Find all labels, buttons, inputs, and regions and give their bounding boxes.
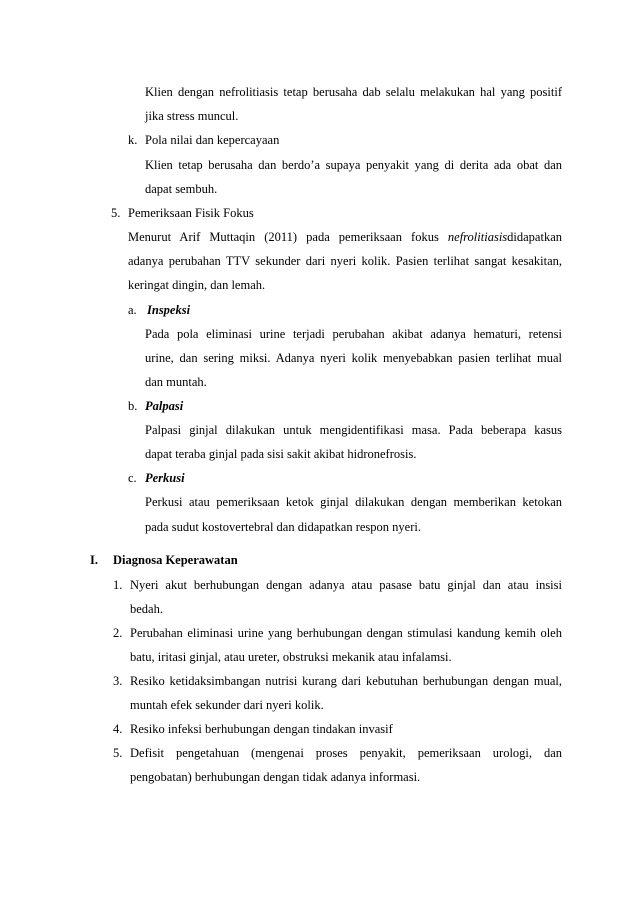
section-marker: I. [90,553,98,567]
paragraph-line: Klien tetap berusaha dan berdo’a supaya penyakit yang di derita ada obat dan [145,158,562,172]
paragraph-line: Perkusi atau pemeriksaan ketok ginjal dilakukan dengan memberikan ketokan [145,495,562,509]
list-marker: b. [128,399,138,413]
list-item-line: bedah. [130,602,163,616]
subsection-title: Perkusi [145,471,185,485]
paragraph-line: dapat teraba ginjal pada sisi sakit akibat hidronefrosis. [145,447,417,461]
list-marker: 1. [113,578,123,592]
paragraph-line: keringat dingin, dan lemah. [128,278,266,292]
list-marker: 4. [113,722,123,736]
paragraph-line: dan muntah. [145,375,207,389]
paragraph-line: urine, dan sering miksi. Adanya nyeri kolik menyebabkan pasien terlihat mual [145,351,562,365]
list-item-line: pengobatan) berhubungan dengan tidak adanya informasi. [130,770,421,784]
list-marker: a. [128,303,137,317]
list-marker: 3. [113,674,123,688]
section-title: Pemeriksaan Fisik Fokus [128,206,254,220]
list-marker: c. [128,471,137,485]
paragraph-line: Menurut Arif Muttaqin (2011) pada pemeriksaan fokus nefrolitiasisdidapatkan [128,230,562,244]
subsection-title: Pola nilai dan kepercayaan [145,133,280,147]
paragraph-line: jika stress muncul. [145,109,239,123]
list-marker: 5. [111,206,121,220]
list-item-line: Perubahan eliminasi urine yang berhubungan dengan stimulasi kandung kemih oleh [130,626,562,640]
subsection-title: Palpasi [145,399,184,413]
paragraph-line: Palpasi ginjal dilakukan untuk mengidentifikasi masa. Pada beberapa kasus [145,423,562,437]
list-marker: 5. [113,746,123,760]
paragraph-line: adanya perubahan TTV sekunder dari nyeri kolik. Pasien terlihat sangat kesakitan, [128,254,562,268]
subsection-title: Inspeksi [147,303,191,317]
list-marker: 2. [113,626,123,640]
section-title: Diagnosa Keperawatan [113,553,238,567]
list-item-line: batu, iritasi ginjal, atau ureter, obstruksi mekanik atau infalamsi. [130,650,452,664]
list-item-line: Nyeri akut berhubungan dengan adanya atau pasase batu ginjal dan atau insisi [130,578,562,592]
list-marker: k. [128,133,138,147]
list-item-line: Resiko ketidaksimbangan nutrisi kurang dari kebutuhan berhubungan dengan mual, [130,674,562,688]
list-item-line: muntah efek sekunder dari nyeri kolik. [130,698,324,712]
list-item-line: Resiko infeksi berhubungan dengan tindakan invasif [130,722,393,736]
paragraph-line: dapat sembuh. [145,182,218,196]
paragraph-line: pada sudut kostovertebral dan didapatkan respon nyeri. [145,520,421,534]
list-item-line: Defisit pengetahuan (mengenai proses penyakit, pemeriksaan urologi, dan [130,746,562,760]
paragraph-line: Klien dengan nefrolitiasis tetap berusaha dab selalu melakukan hal yang positif [145,85,562,99]
paragraph-line: Pada pola eliminasi urine terjadi perubahan akibat adanya hematuri, retensi [145,327,562,341]
